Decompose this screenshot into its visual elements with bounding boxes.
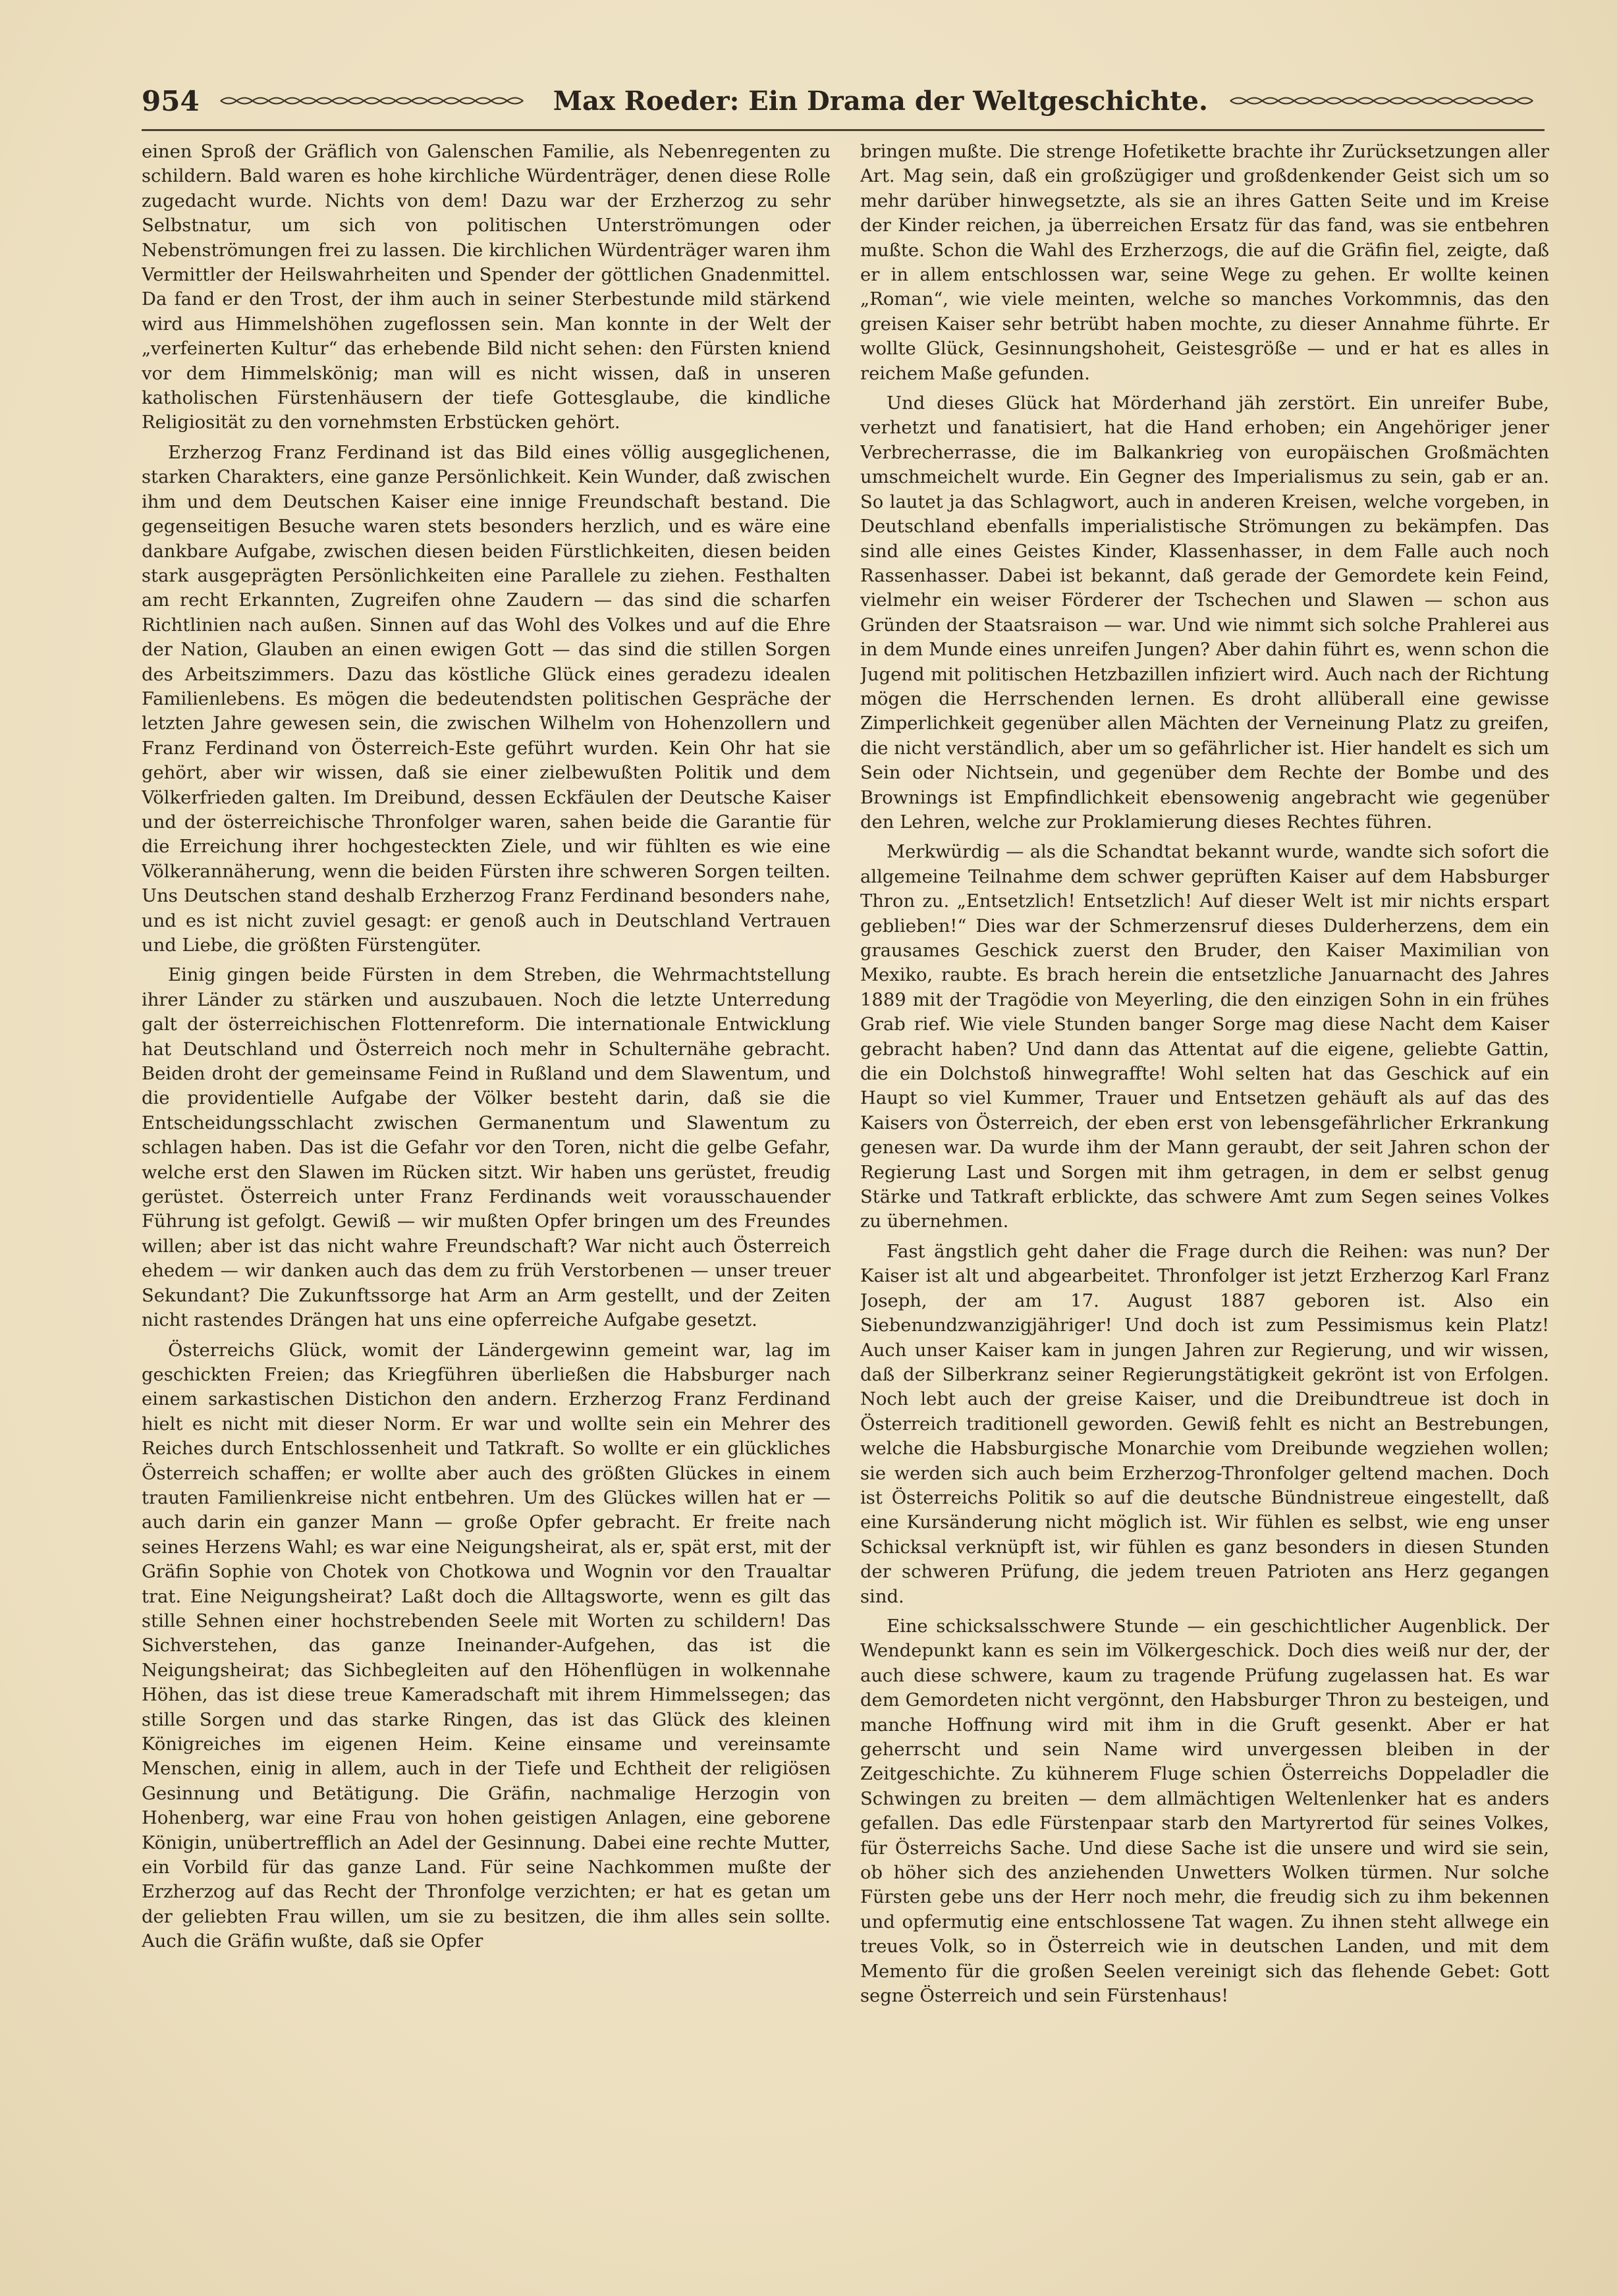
ornament-left-icon bbox=[217, 94, 535, 108]
page-number: 954 bbox=[142, 84, 200, 117]
right-column bbox=[860, 140, 1549, 2234]
paragraph: Und dieses Glück hat Mörderhand jäh zerstört. Ein unreifer Bube, verhetzt und fanatisiert, hat die Hand erhoben; ein Angehöriger jener Verbrecherrasse, die im Balkankrieg von europäischen Großmächten umschmeichelt wurde. Ein Gegner des Imperialismus zu sein, gab er an. So lautet ja das Schlagwort, auch in anderen Kreisen, welche vorgeben, in Deutschland ebenfalls imperialistische Strömungen zu bekämpfen. Das sind alle eines Geistes Kinder, Klassenhasser, in dem Falle auch noch Rassenhasser. Dabei ist bekannt, daß gerade der Gemordete kein Feind, vielmehr ein weiser Förderer der Tschechen und Slawen — schon aus Gründen der Staatsraison — war. Und wie nimmt sich solche Prahlerei aus in dem Munde eines unreifen Jungen? Aber dahin führt es, wenn schon die Jugend mit politischen Hetzbazillen infiziert wird. Auch nach der Richtung mögen die Herrschenden lernen. Es droht allüberall eine gewisse Zimperlichkeit gegenüber allen Mächten der Verneinung Platz zu greifen, die nicht verständlich, aber um so gefährlicher ist. Hier handelt es sich um Sein oder Nichtsein, und gegenüber dem Rechte der Bombe und des Brownings ist Empfindlichkeit ebensowenig angebracht wie gegenüber den Lehren, welche zur Proklamierung dieses Rechtes führen. bbox=[860, 393, 1549, 833]
running-title: Max Roeder: Ein Drama der Weltgeschichte. bbox=[553, 85, 1208, 117]
paragraph: einen Sproß der Gräflich von Galenschen Familie, als Nebenregenten zu schildern. Bald waren es hohe kirchliche Würdenträger, denen diese Rolle zugedacht wurde. Nichts von dem! Dazu war der Erzherzog zu sehr Selbstnatur, um sich von politischen Unterströmungen oder Nebenströmungen frei zu lassen. Die kirchlichen Würdenträger waren ihm Vermittler der Heilswahrheiten und Spender der göttlichen Gnadenmittel. Da fand er den Trost, der ihm auch in seiner Sterbestunde mild stärkend wird aus Himmelshöhen zugeflossen sein. Man konnte in der Welt der „verfeinerten Kultur“ das erhebende Bild nicht sehen: den Fürsten kniend vor dem Himmelskönig; man will es nicht wissen, daß in unseren katholischen Fürstenhäusern der tiefe Gottesglaube, die kindliche Religiosität zu den vornehmsten Erbstücken gehört. bbox=[142, 142, 831, 433]
paragraph: bringen mußte. Die strenge Hofetikette brachte ihr Zurücksetzungen aller Art. Mag sein, daß ein großzügiger und großdenkender Geist sich um so mehr darüber hinwegsetzte, als sie an ihres Gatten Seite und im Kreise der Kinder reichen, ja überreichen Ersatz für das fand, was sie entbehren mußte. Schon die Wahl des Erzherzogs, die auf die Gräfin fiel, zeigte, daß er in allem entschlossen war, seine Wege zu gehen. Er wollte keinen „Roman“, wie viele meinten, welche so manches Vorkommnis, das den greisen Kaiser sehr betrübt haben mochte, zu dieser Annahme führte. Er wollte Glück, Gesinnungshoheit, Geistesgröße — und er hat es alles in reichem Maße gefunden. bbox=[860, 142, 1549, 384]
ornament-right-icon bbox=[1226, 94, 1545, 108]
paragraph: Eine schicksalsschwere Stunde — ein geschichtlicher Augenblick. Der Wendepunkt kann es sein im Völkergeschick. Doch dies weiß nur der, der auch diese schwere, kaum zu tragende Prüfung zugelassen hat. Es war dem Gemordeten nicht vergönnt, den Habsburger Thron zu besteigen, und manche Hoffnung wird mit ihm in die Gruft gesenkt. Aber er hat geherrscht und sein Name wird unvergessen bleiben in der Zeitgeschichte. Zu kühnerem Fluge schien Österreichs Doppeladler die Schwingen zu breiten — dem allmächtigen Weltenlenker hat es anders gefallen. Das edle Fürstenpaar starb den Martyrertod für seines Volkes, für Österreichs Sache. Und diese Sache ist die unsere und wird sie sein, ob höher sich des anziehenden Unwetters Wolken türmen. Nur solche Fürsten gebe uns der Herr noch mehr, die freudig sich zu ihm bekennen und opfermutig eine entschlossene Tat wagen. Zu ihnen steht allwege ein treues Volk, so in Österreich wie in deutschen Landen, und mit dem Memento für die großen Seelen vereinigt sich das flehende Gebet: Gott segne Österreich und sein Fürstenhaus! bbox=[860, 1616, 1549, 2007]
paragraph: Einig gingen beide Fürsten in dem Streben, die Wehrmachtstellung ihrer Länder zu stärken und auszubauen. Noch die letzte Unterredung galt der österreichischen Flottenreform. Die internationale Entwicklung hat Deutschland und Österreich noch mehr in Schulternähe gebracht. Beiden droht der gemeinsame Feind in Rußland und dem Slawentum, und die providentielle Aufgabe der Völker besteht darin, daß sie die Entscheidungsschlacht zwischen Germanentum und Slawentum zu schlagen haben. Das ist die Gefahr vor den Toren, nicht die gelbe Gefahr, welche erst den Slawen im Rücken sitzt. Wir haben uns gerüstet, freudig gerüstet. Österreich unter Franz Ferdinands weit vorausschauender Führung ist gefolgt. Gewiß — wir mußten Opfer bringen um des Freundes willen; aber ist das nicht wahre Freundschaft? War nicht auch Österreich ehedem — wir danken auch das dem zu früh Verstorbenen — unser treuer Sekundant? Die Zukunftssorge hat Arm an Arm gestellt, und der Zeiten nicht rastendes Drängen hat uns eine opferreiche Aufgabe gesetzt. bbox=[142, 965, 831, 1331]
paragraph: Erzherzog Franz Ferdinand ist das Bild eines völlig ausgeglichenen, starken Charakters, eine ganze Persönlichkeit. Kein Wunder, daß zwischen ihm und dem Deutschen Kaiser eine innige Freundschaft bestand. Die gegenseitigen Besuche waren stets besonders herzlich, und es wäre eine dankbare Aufgabe, zwischen diesen beiden Fürstlichkeiten, diesen beiden stark ausgeprägten Persönlichkeiten eine Parallele zu ziehen. Festhalten am recht Erkannten, Zugreifen ohne Zaudern — das sind die scharfen Richtlinien nach außen. Sinnen auf das Wohl des Volkes und auf die Ehre der Nation, Glauben an einen ewigen Gott — das sind die stillen Sorgen des Arbeitszimmers. Dazu das köstliche Glück eines geradezu idealen Familienlebens. Es mögen die bedeutendsten politischen Gespräche der letzten Jahre gewesen sein, die zwischen Wilhelm von Hohenzollern und Franz Ferdinand von Österreich-Este geführt wurden. Kein Ohr hat sie gehört, aber wir wissen, daß sie einer zielbewußten Politik und dem Völkerfrieden galten. Im Dreibund, dessen Eckfäulen der Deutsche Kaiser und der österreichische Thronfolger waren, sahen beide die Garantie für die Erreichung ihrer hochgesteckten Ziele, und wir fühlten es wie eine Völkerannäherung, wenn die beiden Fürsten ihre schweren Sorgen teilten. Uns Deutschen stand deshalb Erzherzog Franz Ferdinand besonders nahe, und es ist nicht zuviel gesagt: er genoß auch in Deutschland Vertrauen und Liebe, die größten Fürstengüter. bbox=[142, 442, 831, 956]
paragraph: Fast ängstlich geht daher die Frage durch die Reihen: was nun? Der Kaiser ist alt und abgearbeitet. Thronfolger ist jetzt Erzherzog Karl Franz Joseph, der am 17. August 1887 geboren ist. Also ein Siebenundzwanzigjähriger! Und doch ist zum Pessimismus kein Platz! Auch unser Kaiser kam in jungen Jahren zur Regierung, und wir wissen, daß der Silberkranz seiner Regierungstätigkeit gekrönt ist von Erfolgen. Noch lebt auch der greise Kaiser, und die Dreibundtreue ist doch in Österreich traditionell geworden. Gewiß fehlt es nicht an Bestrebungen, welche die Habsburgische Monarchie vom Dreibunde wegziehen wollen; sie werden sich auch beim Erzherzog-Thronfolger geltend machen. Doch ist Österreichs Politik so auf die deutsche Bündnistreue eingestellt, daß eine Kursänderung nicht möglich ist. Wir fühlen es selbst, wie eng unser Schicksal verknüpft ist, wir fühlen es ganz besonders in diesen Stunden der schweren Prüfung, die jedem treuen Patrioten ans Herz gegangen sind. bbox=[860, 1241, 1549, 1607]
paragraph: Österreichs Glück, womit der Ländergewinn gemeint war, lag im geschickten Freien; das Kriegführen überließen die Habsburger nach einem sarkastischen Distichon den andern. Erzherzog Franz Ferdinand hielt es nicht mit dieser Norm. Er war und wollte sein ein Mehrer des Reiches durch Entschlossenheit und Tatkraft. So wollte er ein glückliches Österreich schaffen; er wollte aber auch des größten Glückes in einem trauten Familienkreise nicht entbehren. Um des Glückes willen hat er — auch darin ein ganzer Mann — große Opfer gebracht. Er freite nach seines Herzens Wahl; es war eine Neigungsheirat, als er, spät erst, mit der Gräfin Sophie von Chotek von Chotkowa und Wognin vor den Traualtar trat. Eine Neigungsheirat? Laßt doch die Alltagsworte, wenn es gilt das stille Sehnen einer hochstrebenden Seele mit Worten zu schildern! Das Sichverstehen, das ganze Ineinander-Aufgehen, das ist die Neigungsheirat; das Sichbegleiten auf den Höhenflügen in wolkennahe Höhen, das ist diese treue Kameradschaft mit ihrem Himmelssegen; das stille Sorgen und das starke Ringen, das ist das Glück des kleinen Königreiches im eigenen Heim. Keine einsame und vereinsamte Menschen, einig in allem, auch in der Tiefe und Echtheit der religiösen Gesinnung und Betätigung. Die Gräfin, nachmalige Herzogin von Hohenberg, war eine Frau von hohen geistigen Anlagen, eine geborene Königin, unübertrefflich an Adel der Gesinnung. Dabei eine rechte Mutter, ein Vorbild für das ganze Land. Für seine Nachkommen mußte der Erzherzog auf das Recht der Thronfolge verzichten; er hat es getan um der geliebten Frau willen, um sie zu besitzen, die ihm alles sein sollte. Auch die Gräfin wußte, daß sie Opfer bbox=[142, 1340, 831, 1952]
left-column bbox=[142, 140, 831, 2234]
header-rule bbox=[142, 129, 1545, 131]
page-header bbox=[142, 78, 1545, 124]
paragraph: Merkwürdig — als die Schandtat bekannt wurde, wandte sich sofort die allgemeine Teilnahme dem schwer geprüften Kaiser auf dem Habsburger Thron zu. „Entsetzlich! Entsetzlich! Auf dieser Welt ist mir nichts erspart geblieben!“ Dies war der Schmerzensruf dieses Dulderherzens, dem ein grausames Geschick zuerst den Bruder, den Kaiser Maximilian von Mexiko, raubte. Es brach herein die entsetzliche Januarnacht des Jahres 1889 mit der Tragödie von Meyerling, die den einzigen Sohn in ein frühes Grab rief. Wie viele Stunden banger Sorge mag diese Nacht dem Kaiser gebracht haben? Und dann das Attentat auf die eigene, geliebte Gattin, die ein Dolchstoß hinwegraffte! Wohl selten hat das Geschick auf ein Haupt so viel Kummer, Trauer und Entsetzen gehäuft als auf das des Kaisers von Österreich, der eben erst von lebensgefährlicher Erkrankung genesen war. Da wurde ihm der Mann geraubt, der seit Jahren schon der Regierung Last und Sorgen mit ihm getragen, in dem er selbst genug Stärke und Tatkraft erblickte, das schwere Amt zum Segen seines Volkes zu übernehmen. bbox=[860, 842, 1549, 1232]
